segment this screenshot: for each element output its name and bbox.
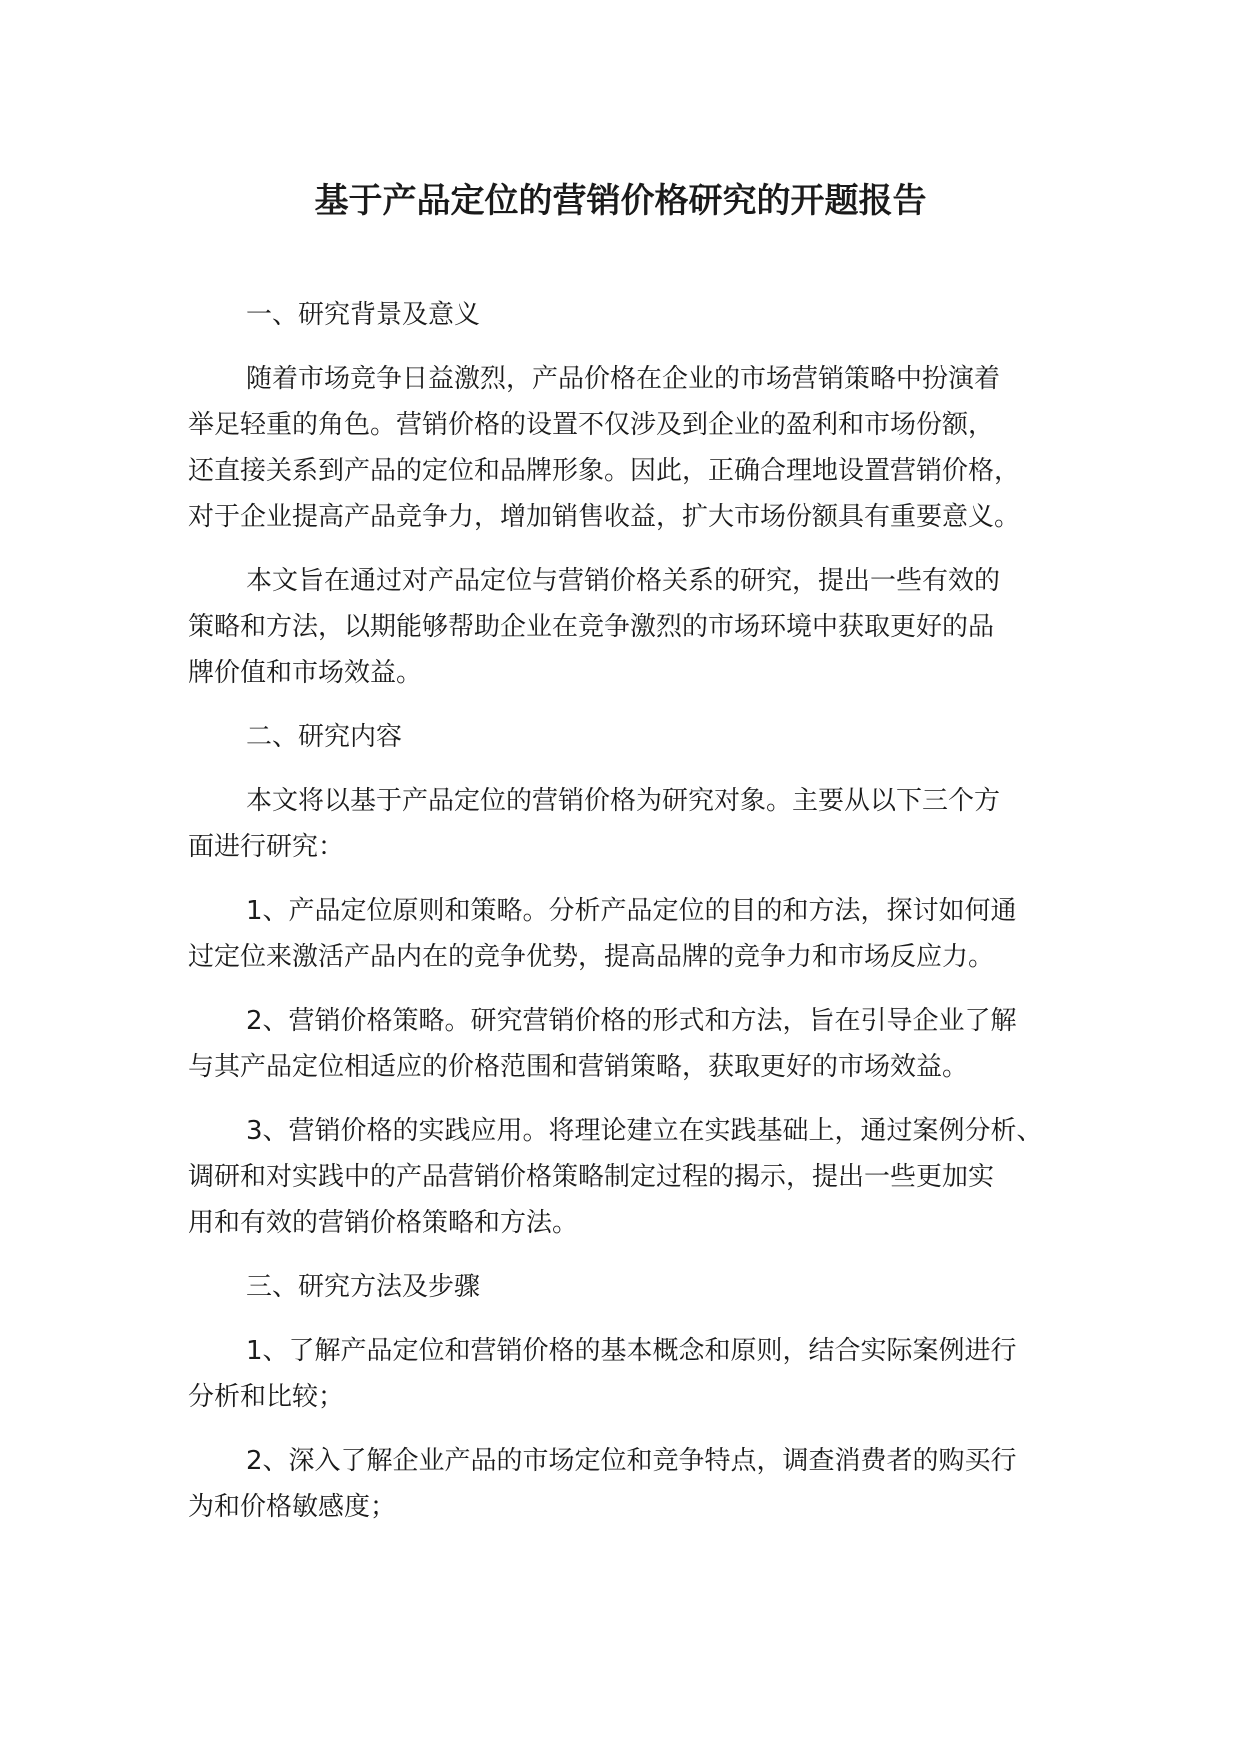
paragraph-line: 对于企业提高产品竞争力，增加销售收益，扩大市场份额具有重要意义。 <box>188 502 1021 532</box>
paragraph-line: 2、深入了解企业产品的市场定位和竞争特点，调查消费者的购买行 <box>246 1446 1017 1476</box>
paragraph-line: 举足轻重的角色。营销价格的设置不仅涉及到企业的盈利和市场份额， <box>188 410 995 440</box>
paragraph-content-item-3 <box>188 1108 1088 1246</box>
paragraph-line: 策略和方法，以期能够帮助企业在竞争激烈的市场环境中获取更好的品 <box>188 612 995 642</box>
paragraph-line: 本文将以基于产品定位的营销价格为研究对象。主要从以下三个方 <box>246 786 1001 816</box>
paragraph-method-step-2 <box>188 1438 1088 1530</box>
paragraph-line: 本文旨在通过对产品定位与营销价格关系的研究，提出一些有效的 <box>246 566 1001 596</box>
paragraph-line: 面进行研究： <box>188 832 345 862</box>
paragraph-line: 用和有效的营销价格策略和方法。 <box>188 1208 579 1238</box>
paragraph-line: 为和价格敏感度； <box>188 1492 397 1522</box>
paragraph-content-item-1 <box>188 888 1088 980</box>
paragraph-content-intro <box>188 778 1088 870</box>
paragraph-background <box>188 356 1088 540</box>
document-title: 基于产品定位的营销价格研究的开题报告 <box>314 181 927 221</box>
paragraph-line: 过定位来激活产品内在的竞争优势，提高品牌的竞争力和市场反应力。 <box>188 942 995 972</box>
paragraph-line: 3、营销价格的实践应用。将理论建立在实践基础上，通过案例分析、 <box>246 1116 1043 1146</box>
paragraph-line: 调研和对实践中的产品营销价格策略制定过程的揭示，提出一些更加实 <box>188 1162 995 1192</box>
paragraph-content-item-2 <box>188 998 1088 1090</box>
paragraph-line: 2、营销价格策略。研究营销价格的形式和方法，旨在引导企业了解 <box>246 1006 1017 1036</box>
paragraph-line: 还直接关系到产品的定位和品牌形象。因此，正确合理地设置营销价格， <box>188 456 1021 486</box>
paragraph-purpose <box>188 558 1088 696</box>
paragraph-method-step-1 <box>188 1328 1088 1420</box>
paragraph-line: 1、了解产品定位和营销价格的基本概念和原则，结合实际案例进行 <box>246 1336 1017 1366</box>
section-heading-methods: 三、研究方法及步骤 <box>246 1272 481 1302</box>
paragraph-line: 与其产品定位相适应的价格范围和营销策略，获取更好的市场效益。 <box>188 1052 969 1082</box>
section-heading-content: 二、研究内容 <box>246 722 403 752</box>
paragraph-line: 牌价值和市场效益。 <box>188 658 423 688</box>
paragraph-line: 随着市场竞争日益激烈，产品价格在企业的市场营销策略中扮演着 <box>246 364 1001 394</box>
paragraph-line: 分析和比较； <box>188 1382 345 1412</box>
document-body <box>188 292 1088 1548</box>
paragraph-line: 1、产品定位原则和策略。分析产品定位的目的和方法，探讨如何通 <box>246 896 1017 926</box>
section-heading-background: 一、研究背景及意义 <box>246 300 481 330</box>
